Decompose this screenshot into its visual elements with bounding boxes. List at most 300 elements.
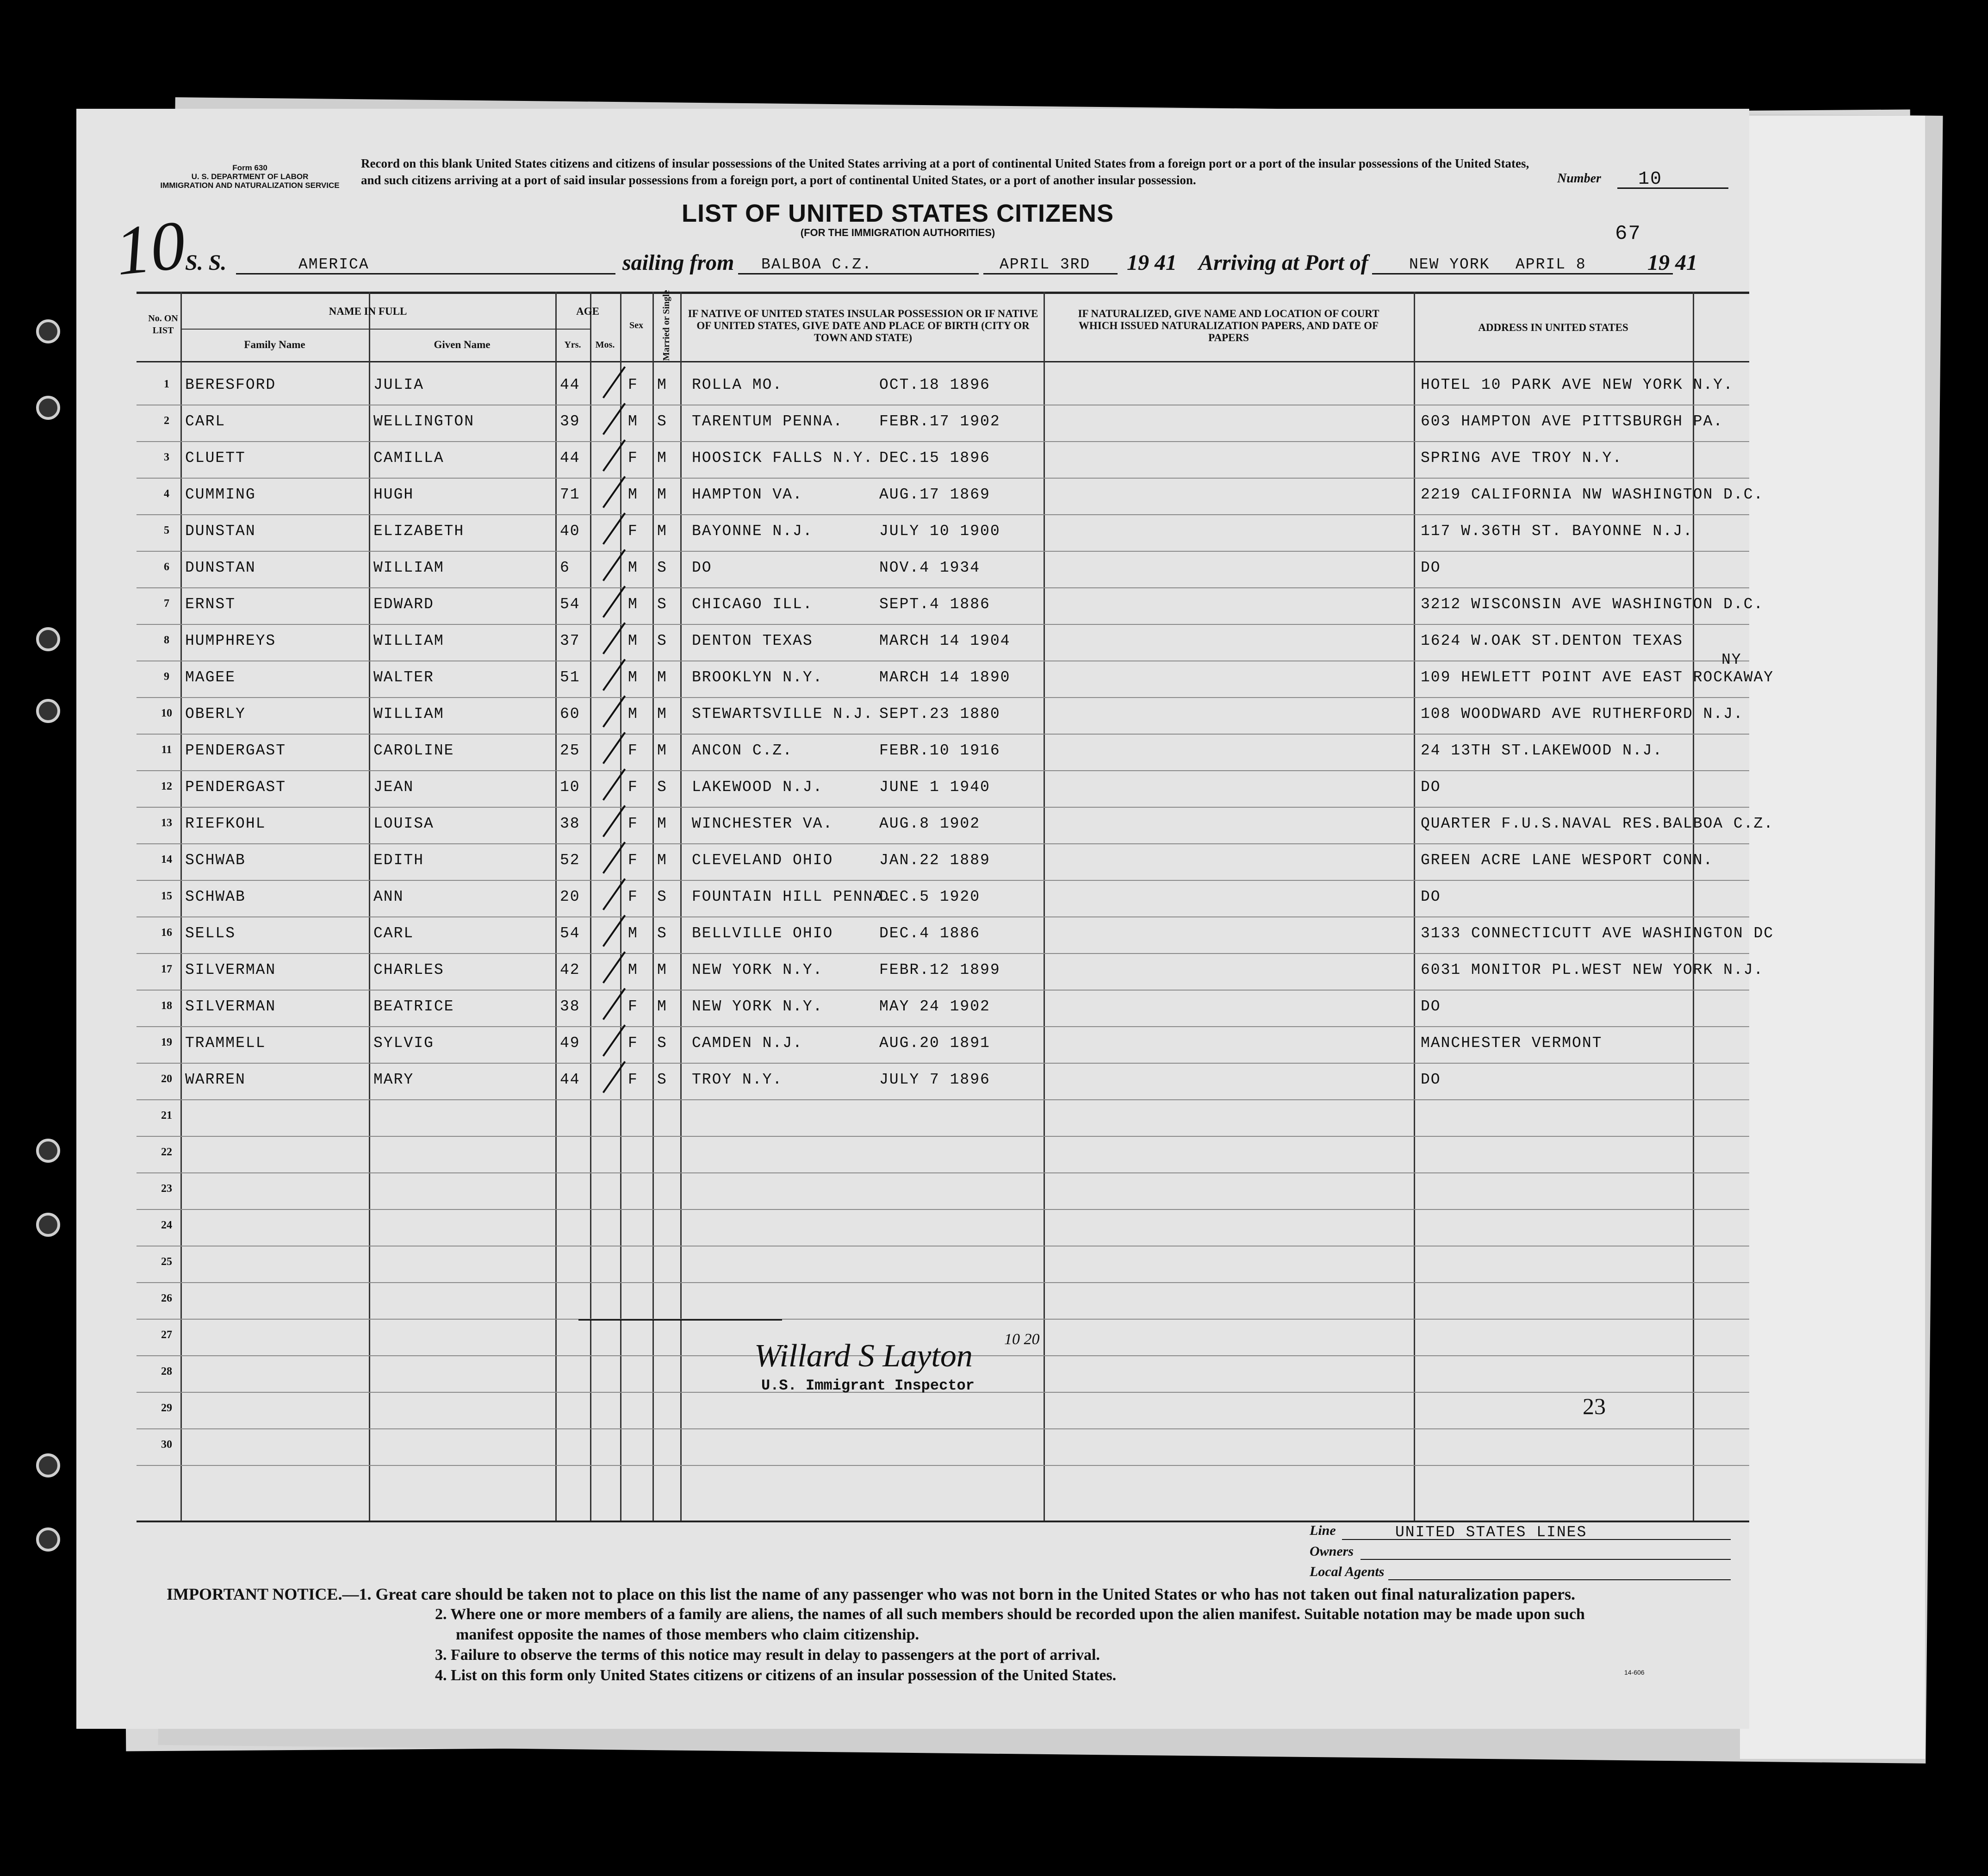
age-years: 54 bbox=[560, 596, 580, 613]
check-mark-icon bbox=[603, 988, 626, 1020]
family-name: SELLS bbox=[185, 925, 236, 942]
us-address: DO bbox=[1421, 888, 1441, 905]
family-name: SILVERMAN bbox=[185, 961, 276, 979]
header-bottom-border bbox=[137, 361, 1749, 362]
marital-status: S bbox=[657, 888, 667, 905]
check-mark-icon bbox=[603, 1061, 626, 1093]
row-rule bbox=[137, 441, 1749, 442]
marital-status: M bbox=[657, 486, 667, 503]
print-code: 14-606 bbox=[1624, 1669, 1645, 1676]
us-address: QUARTER F.U.S.NAVAL RES.BALBOA C.Z. bbox=[1421, 815, 1774, 832]
age-years: 44 bbox=[560, 449, 580, 467]
birth-date: JULY 10 1900 bbox=[879, 523, 1000, 540]
row-rule bbox=[137, 1099, 1749, 1100]
arrival-year: 19 41 bbox=[1647, 250, 1697, 275]
arrival-date: APRIL 8 bbox=[1516, 256, 1586, 273]
family-name: HUMPHREYS bbox=[185, 632, 276, 649]
age-years: 37 bbox=[560, 632, 580, 649]
us-address: DO bbox=[1421, 559, 1441, 576]
header-birth-info: IF NATIVE OF UNITED STATES INSULAR POSSESSION OR IF NATIVE OF UNITED STATES, GIVE DATE AND PLACE OF BIRTH (CITY OR TOWN AND STATE) bbox=[688, 308, 1038, 343]
sex: M bbox=[628, 559, 638, 576]
sex: M bbox=[628, 961, 638, 979]
row-number: 7 bbox=[164, 598, 169, 610]
sex: F bbox=[628, 888, 638, 905]
age-years: 44 bbox=[560, 1071, 580, 1088]
header-age-months: Mos. bbox=[595, 340, 615, 350]
row-number: 26 bbox=[161, 1292, 172, 1304]
arriving-at-label: Arriving at Port of bbox=[1199, 250, 1368, 275]
header-sex: Sex bbox=[629, 320, 643, 330]
us-address: 3212 WISCONSIN AVE WASHINGTON D.C. bbox=[1421, 596, 1764, 613]
row-rule bbox=[137, 916, 1749, 917]
header-married-single: Married or Single bbox=[661, 290, 671, 361]
given-name: WELLINGTON bbox=[373, 413, 475, 430]
row-number: 11 bbox=[161, 744, 172, 756]
age-years: 44 bbox=[560, 376, 580, 393]
birth-date: JAN.22 1889 bbox=[879, 852, 990, 869]
age-years: 49 bbox=[560, 1035, 580, 1052]
given-name: SYLVIG bbox=[373, 1035, 434, 1052]
header-given-name: Given Name bbox=[434, 339, 491, 350]
inspector-title: U.S. Immigrant Inspector bbox=[761, 1377, 975, 1394]
marital-status: M bbox=[657, 815, 667, 832]
row-number: 18 bbox=[161, 1000, 172, 1012]
age-years: 38 bbox=[560, 815, 580, 832]
row-number: 10 bbox=[161, 707, 172, 719]
signature-note: 10 20 bbox=[1004, 1331, 1040, 1348]
sex: M bbox=[628, 705, 638, 723]
birth-place: BAYONNE N.J. bbox=[692, 523, 813, 540]
header-name-in-full: NAME IN FULL bbox=[329, 305, 407, 317]
marital-status: S bbox=[657, 413, 667, 430]
marital-status: S bbox=[657, 1035, 667, 1052]
from-port: BALBOA C.Z. bbox=[761, 256, 872, 273]
sex: F bbox=[628, 376, 638, 393]
birth-date: AUG.17 1869 bbox=[879, 486, 990, 503]
marital-status: M bbox=[657, 523, 667, 540]
arrival-port: NEW YORK bbox=[1409, 256, 1490, 273]
birth-date: NOV.4 1934 bbox=[879, 559, 981, 576]
row-number: 14 bbox=[161, 854, 172, 866]
row-rule bbox=[137, 1026, 1749, 1027]
family-name: ERNST bbox=[185, 596, 236, 613]
row-rule bbox=[137, 990, 1749, 991]
us-address: DO bbox=[1421, 1071, 1441, 1088]
marital-status: M bbox=[657, 376, 667, 393]
column-divider bbox=[1044, 292, 1045, 1521]
notice-item-2: 2. Where one or more members of a family are aliens, the names of all such members should be recorded upon the alien manifest. Suitable notation may be made upon such bbox=[435, 1606, 1585, 1623]
local-agents-label: Local Agents bbox=[1310, 1564, 1385, 1579]
age-years: 25 bbox=[560, 742, 580, 759]
row-number: 8 bbox=[164, 634, 169, 646]
row-rule bbox=[137, 587, 1749, 588]
sex: F bbox=[628, 742, 638, 759]
binder-hole bbox=[36, 319, 60, 343]
birth-date: SEPT.23 1880 bbox=[879, 705, 1000, 723]
sex: M bbox=[628, 413, 638, 430]
arrival-underline bbox=[1372, 273, 1673, 274]
row-number: 17 bbox=[161, 963, 172, 975]
given-name: LOUISA bbox=[373, 815, 434, 832]
check-mark-icon bbox=[603, 878, 626, 910]
age-years: 38 bbox=[560, 998, 580, 1015]
row-rule bbox=[137, 1319, 1749, 1320]
birth-place: BROOKLYN N.Y. bbox=[692, 669, 823, 686]
age-years: 40 bbox=[560, 523, 580, 540]
row-rule bbox=[137, 551, 1749, 552]
header-no-on-list: No. ON LIST bbox=[148, 313, 178, 336]
agents-underline bbox=[1388, 1579, 1731, 1580]
family-name: OBERLY bbox=[185, 705, 246, 723]
given-name: CAROLINE bbox=[373, 742, 454, 759]
age-years: 10 bbox=[560, 779, 580, 796]
check-mark-icon bbox=[603, 403, 626, 435]
birth-date: DEC.4 1886 bbox=[879, 925, 981, 942]
birth-place: LAKEWOOD N.J. bbox=[692, 779, 823, 796]
sex: F bbox=[628, 1035, 638, 1052]
check-mark-icon bbox=[603, 732, 626, 764]
ship-name: AMERICA bbox=[298, 256, 369, 273]
marital-status: S bbox=[657, 1071, 667, 1088]
row-number: 1 bbox=[164, 378, 169, 390]
check-mark-icon bbox=[603, 805, 626, 837]
given-name: WILLIAM bbox=[373, 705, 444, 723]
row-number: 5 bbox=[164, 524, 169, 536]
marital-status: S bbox=[657, 632, 667, 649]
family-name: DUNSTAN bbox=[185, 559, 256, 576]
birth-place: TROY N.Y. bbox=[692, 1071, 783, 1088]
birth-place: STEWARTSVILLE N.J. bbox=[692, 705, 874, 723]
given-name: BEATRICE bbox=[373, 998, 454, 1015]
birth-date: FEBR.10 1916 bbox=[879, 742, 1000, 759]
notice-item-2-cont: manifest opposite the names of those members who claim citizenship. bbox=[456, 1626, 919, 1643]
number-label: Number bbox=[1557, 171, 1601, 186]
sex: M bbox=[628, 486, 638, 503]
age-years: 54 bbox=[560, 925, 580, 942]
birth-place: CLEVELAND OHIO bbox=[692, 852, 833, 869]
us-address: 1624 W.OAK ST.DENTON TEXAS bbox=[1421, 632, 1683, 649]
notice-text-1: Great care should be taken not to place on this list the name of any passenger who was not born in the United States or who has not taken out final naturalization papers. bbox=[375, 1585, 1575, 1603]
row-rule bbox=[137, 478, 1749, 479]
row-number: 22 bbox=[161, 1146, 172, 1158]
check-mark-icon bbox=[603, 549, 626, 581]
inspector-signature: Willard S Layton bbox=[754, 1338, 973, 1374]
birth-date: JULY 7 1896 bbox=[879, 1071, 990, 1088]
given-name: JULIA bbox=[373, 376, 424, 393]
marital-status: M bbox=[657, 669, 667, 686]
header-age-years: Yrs. bbox=[564, 340, 581, 350]
given-name: EDWARD bbox=[373, 596, 434, 613]
us-address: GREEN ACRE LANE WESPORT CONN. bbox=[1421, 852, 1714, 869]
age-years: 42 bbox=[560, 961, 580, 979]
age-years: 71 bbox=[560, 486, 580, 503]
sex: M bbox=[628, 632, 638, 649]
birth-place: ROLLA MO. bbox=[692, 376, 783, 393]
row-number: 6 bbox=[164, 561, 169, 573]
sex: F bbox=[628, 449, 638, 467]
service-name: IMMIGRATION AND NATURALIZATION SERVICE bbox=[160, 181, 340, 190]
owners-underline bbox=[1361, 1559, 1731, 1560]
column-divider bbox=[1693, 292, 1694, 1521]
column-divider bbox=[555, 292, 557, 1521]
row-rule bbox=[137, 1282, 1749, 1283]
marital-status: M bbox=[657, 961, 667, 979]
row-number: 24 bbox=[161, 1219, 172, 1231]
row-rule bbox=[137, 514, 1749, 515]
owners-label: Owners bbox=[1310, 1544, 1354, 1559]
column-divider bbox=[680, 292, 682, 1521]
row-number: 3 bbox=[164, 451, 169, 463]
important-notice bbox=[167, 1584, 1763, 1686]
handwritten-page-number: 67 bbox=[1615, 222, 1641, 245]
row-number: 16 bbox=[161, 927, 172, 939]
birth-date: MAY 24 1902 bbox=[879, 998, 990, 1015]
binder-hole bbox=[36, 627, 60, 651]
family-name: SILVERMAN bbox=[185, 998, 276, 1015]
notice-lead: IMPORTANT NOTICE.—1. bbox=[167, 1585, 372, 1603]
column-divider bbox=[652, 292, 654, 1521]
marital-status: S bbox=[657, 559, 667, 576]
closing-line bbox=[578, 1319, 782, 1321]
row-number: 29 bbox=[161, 1402, 172, 1414]
row-number: 25 bbox=[161, 1256, 172, 1268]
sail-date-underline bbox=[983, 273, 1118, 274]
row-rule bbox=[137, 770, 1749, 771]
given-name: ELIZABETH bbox=[373, 523, 465, 540]
sex: F bbox=[628, 779, 638, 796]
birth-date: FEBR.17 1902 bbox=[879, 413, 1000, 430]
birth-place: TARENTUM PENNA. bbox=[692, 413, 844, 430]
family-name: SCHWAB bbox=[185, 852, 246, 869]
check-mark-icon bbox=[603, 366, 626, 398]
form-identifier bbox=[130, 163, 370, 190]
name-age-subheader-rule bbox=[180, 329, 590, 330]
binder-hole bbox=[36, 699, 60, 723]
given-name: CHARLES bbox=[373, 961, 444, 979]
marital-status: M bbox=[657, 998, 667, 1015]
check-mark-icon bbox=[603, 439, 626, 471]
row-number: 23 bbox=[161, 1183, 172, 1195]
row-rule bbox=[137, 1465, 1749, 1466]
binder-hole bbox=[36, 1213, 60, 1237]
birth-date: MARCH 14 1890 bbox=[879, 669, 1011, 686]
us-address: DO bbox=[1421, 779, 1441, 796]
sail-date: APRIL 3RD bbox=[1000, 256, 1091, 273]
sail-year: 19 41 bbox=[1127, 250, 1177, 275]
age-years: 20 bbox=[560, 888, 580, 905]
us-address: 2219 CALIFORNIA NW WASHINGTON D.C. bbox=[1421, 486, 1764, 503]
age-years: 6 bbox=[560, 559, 570, 576]
family-name: DUNSTAN bbox=[185, 523, 256, 540]
check-mark-icon bbox=[603, 915, 626, 947]
sex: F bbox=[628, 815, 638, 832]
sex: F bbox=[628, 1071, 638, 1088]
family-name: MAGEE bbox=[185, 669, 236, 686]
row-rule bbox=[137, 624, 1749, 625]
given-name: WALTER bbox=[373, 669, 434, 686]
sex: M bbox=[628, 669, 638, 686]
check-mark-icon bbox=[603, 841, 626, 873]
check-mark-icon bbox=[603, 695, 626, 727]
check-mark-icon bbox=[603, 622, 626, 654]
column-divider bbox=[590, 292, 591, 1521]
birth-place: HOOSICK FALLS N.Y. bbox=[692, 449, 874, 467]
us-address: DO bbox=[1421, 998, 1441, 1015]
birth-place: CHICAGO ILL. bbox=[692, 596, 813, 613]
column-divider bbox=[369, 292, 370, 1521]
line-label: Line bbox=[1310, 1523, 1336, 1538]
family-name: TRAMMELL bbox=[185, 1035, 266, 1052]
notice-item-3: 3. Failure to observe the terms of this notice may result in delay to passengers at the port of arrival. bbox=[435, 1646, 1100, 1664]
binder-hole bbox=[36, 1139, 60, 1163]
binder-hole bbox=[36, 1527, 60, 1552]
us-address: 603 HAMPTON AVE PITTSBURGH PA. bbox=[1421, 413, 1724, 430]
sex: F bbox=[628, 998, 638, 1015]
birth-date: JUNE 1 1940 bbox=[879, 779, 990, 796]
ss-label: S. S. bbox=[185, 250, 227, 275]
birth-place: HAMPTON VA. bbox=[692, 486, 803, 503]
header-address: ADDRESS IN UNITED STATES bbox=[1478, 322, 1628, 333]
row-number: 4 bbox=[164, 488, 169, 500]
age-years: 60 bbox=[560, 705, 580, 723]
form-number: Form 630 bbox=[232, 163, 267, 172]
family-name: RIEFKOHL bbox=[185, 815, 266, 832]
row-rule bbox=[137, 880, 1749, 881]
birth-place: BELLVILLE OHIO bbox=[692, 925, 833, 942]
birth-place: WINCHESTER VA. bbox=[692, 815, 833, 832]
check-mark-icon bbox=[603, 512, 626, 544]
row-number: 30 bbox=[161, 1439, 172, 1451]
family-name: CLUETT bbox=[185, 449, 246, 467]
row-rule bbox=[137, 843, 1749, 844]
birth-date: DEC.15 1896 bbox=[879, 449, 990, 467]
marital-status: M bbox=[657, 742, 667, 759]
page-title: LIST OF UNITED STATES CITIZENS bbox=[682, 199, 1114, 227]
us-address: 3133 CONNECTICUTT AVE WASHINGTON DC bbox=[1421, 925, 1774, 942]
us-address: 108 WOODWARD AVE RUTHERFORD N.J. bbox=[1421, 705, 1744, 723]
number-value: 10 bbox=[1638, 169, 1663, 190]
birth-place: NEW YORK N.Y. bbox=[692, 961, 823, 979]
marital-status: S bbox=[657, 596, 667, 613]
header-age: AGE bbox=[576, 305, 599, 317]
given-name: ANN bbox=[373, 888, 404, 905]
us-address: SPRING AVE TROY N.Y. bbox=[1421, 449, 1623, 467]
birth-place: DENTON TEXAS bbox=[692, 632, 813, 649]
marital-status: M bbox=[657, 852, 667, 869]
check-mark-icon bbox=[603, 586, 626, 617]
us-address: 6031 MONITOR PL.WEST NEW YORK N.J. bbox=[1421, 961, 1764, 979]
row-rule bbox=[137, 1136, 1749, 1137]
row-number: 27 bbox=[161, 1329, 172, 1341]
age-years: 39 bbox=[560, 413, 580, 430]
marital-status: S bbox=[657, 925, 667, 942]
row-rule bbox=[137, 953, 1749, 954]
given-name: JEAN bbox=[373, 779, 414, 796]
given-name: CAMILLA bbox=[373, 449, 444, 467]
column-divider bbox=[1414, 292, 1415, 1521]
margin-mark: 23 bbox=[1583, 1393, 1606, 1419]
row-number: 15 bbox=[161, 890, 172, 902]
family-name: WARREN bbox=[185, 1071, 246, 1088]
sex: F bbox=[628, 523, 638, 540]
us-address: 117 W.36TH ST. BAYONNE N.J. bbox=[1421, 523, 1693, 540]
family-name: CARL bbox=[185, 413, 226, 430]
age-years: 51 bbox=[560, 669, 580, 686]
handwritten-list-number: 10 bbox=[112, 206, 189, 290]
line-value: UNITED STATES LINES bbox=[1395, 1524, 1587, 1541]
sailing-from-label: sailing from bbox=[622, 250, 734, 275]
us-address: HOTEL 10 PARK AVE NEW YORK N.Y. bbox=[1421, 376, 1733, 393]
given-name: CARL bbox=[373, 925, 414, 942]
birth-date: MARCH 14 1904 bbox=[879, 632, 1011, 649]
header-family-name: Family Name bbox=[244, 339, 305, 350]
sex: M bbox=[628, 596, 638, 613]
binder-hole bbox=[36, 1453, 60, 1477]
birth-date: SEPT.4 1886 bbox=[879, 596, 990, 613]
check-mark-icon bbox=[603, 476, 626, 508]
page-subtitle: (FOR THE IMMIGRATION AUTHORITIES) bbox=[800, 227, 995, 238]
marital-status: M bbox=[657, 449, 667, 467]
family-name: PENDERGAST bbox=[185, 779, 286, 796]
sex: M bbox=[628, 925, 638, 942]
birth-place: FOUNTAIN HILL PENNA. bbox=[692, 888, 894, 905]
check-mark-icon bbox=[603, 659, 626, 691]
family-name: PENDERGAST bbox=[185, 742, 286, 759]
notice-item-4: 4. List on this form only United States citizens or citizens of an insular possession of the United States. bbox=[435, 1667, 1117, 1684]
row-number: 28 bbox=[161, 1365, 172, 1377]
check-mark-icon bbox=[603, 1024, 626, 1056]
birth-date: FEBR.12 1899 bbox=[879, 961, 1000, 979]
birth-place: ANCON C.Z. bbox=[692, 742, 793, 759]
age-years: 52 bbox=[560, 852, 580, 869]
given-name: EDITH bbox=[373, 852, 424, 869]
row-rule bbox=[137, 1246, 1749, 1247]
row-rule bbox=[137, 1428, 1749, 1429]
row-number: 13 bbox=[161, 817, 172, 829]
column-divider bbox=[620, 292, 621, 1521]
family-name: BERESFORD bbox=[185, 376, 276, 393]
row-rule bbox=[137, 807, 1749, 808]
binder-hole bbox=[36, 396, 60, 420]
department-name: U. S. DEPARTMENT OF LABOR bbox=[191, 172, 309, 181]
row-number: 19 bbox=[161, 1036, 172, 1048]
us-address: 109 HEWLETT POINT AVE EAST ROCKAWAY bbox=[1421, 669, 1774, 686]
birth-date: OCT.18 1896 bbox=[879, 376, 990, 393]
marital-status: S bbox=[657, 779, 667, 796]
birth-date: DEC.5 1920 bbox=[879, 888, 981, 905]
notice-item-1 bbox=[167, 1584, 1763, 1604]
ship-underline bbox=[236, 273, 615, 274]
row-rule bbox=[137, 734, 1749, 735]
sex: F bbox=[628, 852, 638, 869]
address-annotation: NY bbox=[1721, 651, 1742, 668]
birth-date: AUG.20 1891 bbox=[879, 1035, 990, 1052]
us-address: MANCHESTER VERMONT bbox=[1421, 1035, 1603, 1052]
row-number: 21 bbox=[161, 1109, 172, 1122]
birth-date: AUG.8 1902 bbox=[879, 815, 981, 832]
row-number: 9 bbox=[164, 671, 169, 683]
number-underline bbox=[1617, 187, 1728, 189]
birth-place: NEW YORK N.Y. bbox=[692, 998, 823, 1015]
table-top-border bbox=[137, 292, 1749, 294]
family-name: CUMMING bbox=[185, 486, 256, 503]
given-name: MARY bbox=[373, 1071, 414, 1088]
given-name: WILLIAM bbox=[373, 632, 444, 649]
birth-place: CAMDEN N.J. bbox=[692, 1035, 803, 1052]
birth-place: DO bbox=[692, 559, 712, 576]
manifest-page bbox=[76, 109, 1774, 1729]
table-bottom-border bbox=[137, 1521, 1749, 1522]
